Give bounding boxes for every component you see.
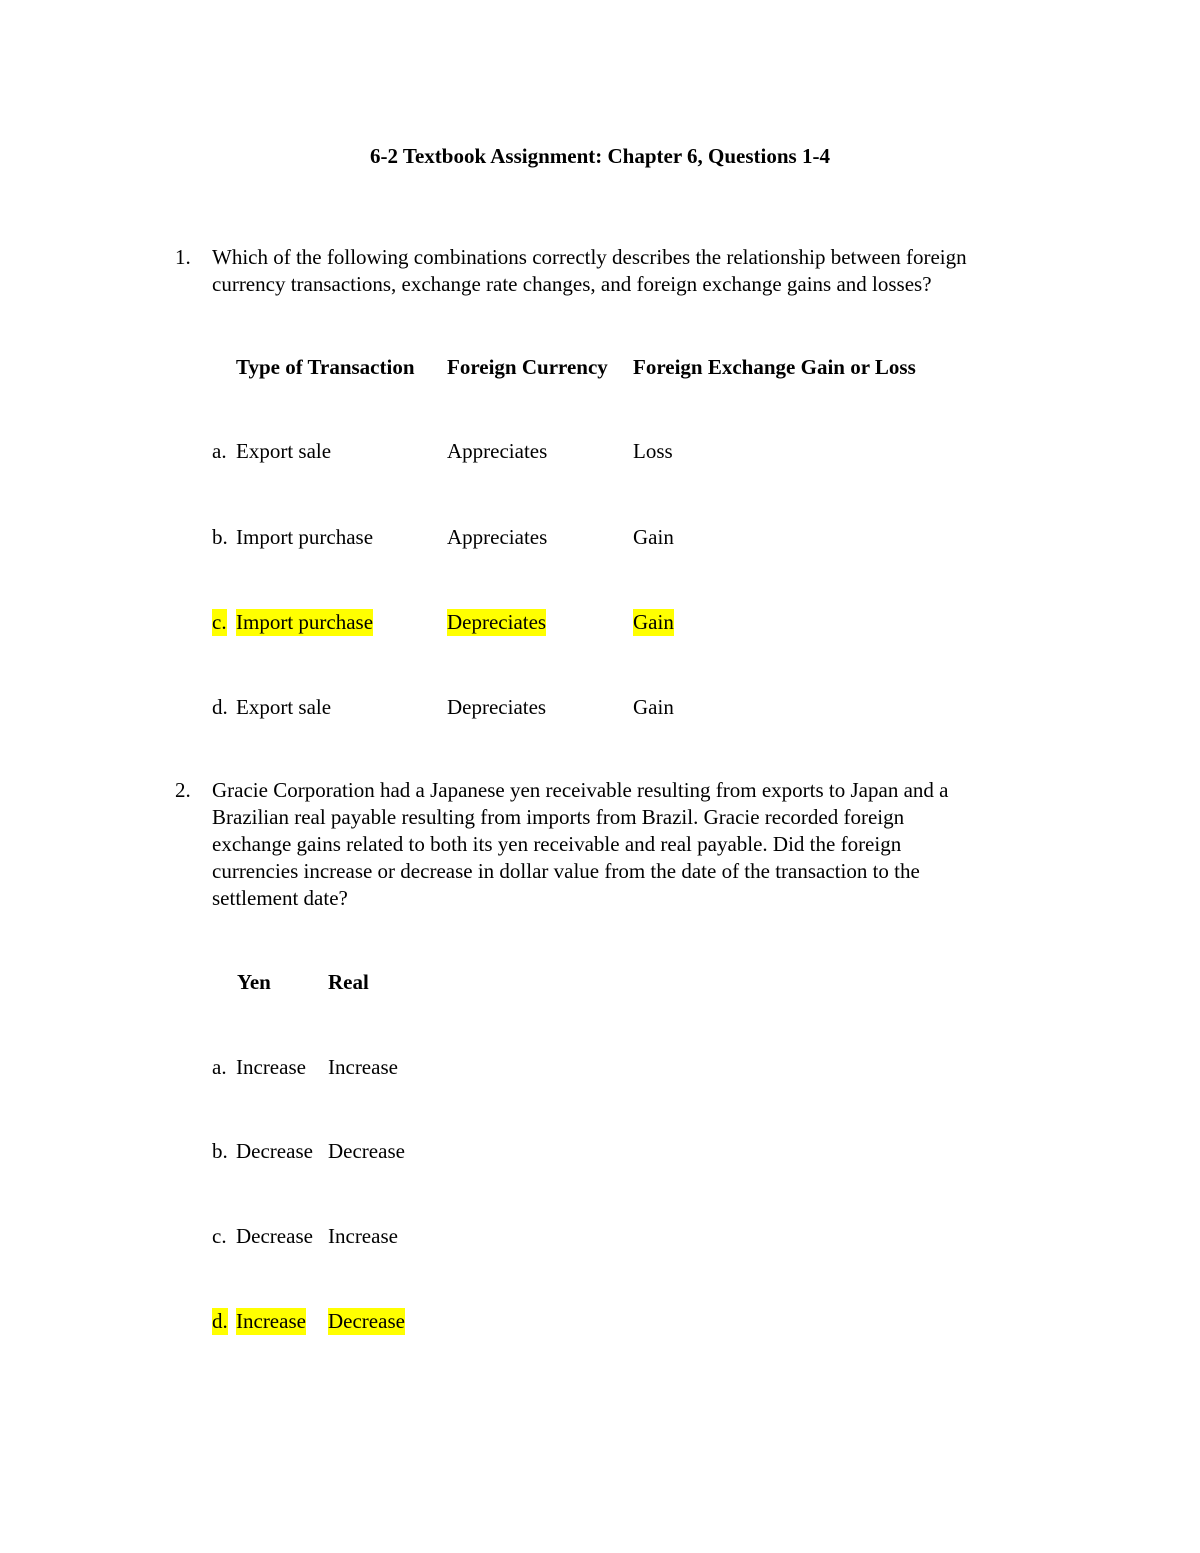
q2-header-real: Real	[328, 970, 369, 994]
q1-header-result: Foreign Exchange Gain or Loss	[633, 355, 916, 379]
q2-line-1: Gracie Corporation had a Japanese yen receivable resulting from exports to Japan and a	[212, 778, 949, 802]
q2-option-d-letter: d.	[212, 1309, 228, 1333]
q2-number: 2.	[175, 778, 191, 802]
q1-option-a-letter: a.	[212, 439, 227, 463]
q2-option-a-real: Increase	[328, 1055, 398, 1079]
q1-option-b-result: Gain	[633, 525, 674, 549]
q2-option-a-yen: Increase	[236, 1055, 306, 1079]
q1-option-d-result: Gain	[633, 695, 674, 719]
q1-option-c-currency: Depreciates	[447, 610, 547, 634]
q1-option-c-result: Gain	[633, 610, 674, 634]
q1-number: 1.	[175, 245, 191, 269]
q2-option-c-yen: Decrease	[236, 1224, 313, 1248]
q1-line-2: currency transactions, exchange rate changes, and foreign exchange gains and losses?	[212, 272, 932, 296]
q2-option-d-yen: Increase	[236, 1309, 306, 1333]
q1-header-currency: Foreign Currency	[447, 355, 608, 379]
q2-line-3: exchange gains related to both its yen receivable and real payable. Did the foreign	[212, 832, 902, 856]
q1-option-b-type: Import purchase	[236, 525, 374, 549]
q2-option-d-real: Decrease	[328, 1309, 405, 1333]
q1-option-d-letter: d.	[212, 695, 228, 719]
q1-header-type: Type of Transaction	[236, 355, 415, 379]
q2-line-4: currencies increase or decrease in dollar value from the date of the transaction to the	[212, 859, 920, 883]
q1-option-c-type: Import purchase	[236, 610, 374, 634]
q1-option-a-currency: Appreciates	[447, 439, 548, 463]
q1-option-a-result: Loss	[633, 439, 673, 463]
q2-option-c-letter: c.	[212, 1224, 227, 1248]
q2-option-b-letter: b.	[212, 1139, 228, 1163]
q2-line-5: settlement date?	[212, 886, 348, 910]
q2-option-c-real: Increase	[328, 1224, 398, 1248]
q1-option-c-letter: c.	[212, 610, 227, 634]
q2-line-2: Brazilian real payable resulting from imports from Brazil. Gracie recorded foreign	[212, 805, 905, 829]
q2-header-yen: Yen	[237, 970, 271, 994]
q2-option-b-yen: Decrease	[236, 1139, 313, 1163]
q1-option-a-type: Export sale	[236, 439, 332, 463]
q1-option-d-type: Export sale	[236, 695, 332, 719]
q1-option-b-currency: Appreciates	[447, 525, 548, 549]
q1-option-d-currency: Depreciates	[447, 695, 547, 719]
q1-option-b-letter: b.	[212, 525, 228, 549]
q2-option-b-real: Decrease	[328, 1139, 405, 1163]
q2-text	[212, 777, 1082, 912]
q1-text	[212, 244, 1082, 298]
page-title: 6-2 Textbook Assignment: Chapter 6, Questions 1-4	[370, 144, 830, 168]
q1-line-1: Which of the following combinations correctly describes the relationship between foreign	[212, 245, 967, 269]
q2-option-a-letter: a.	[212, 1055, 227, 1079]
